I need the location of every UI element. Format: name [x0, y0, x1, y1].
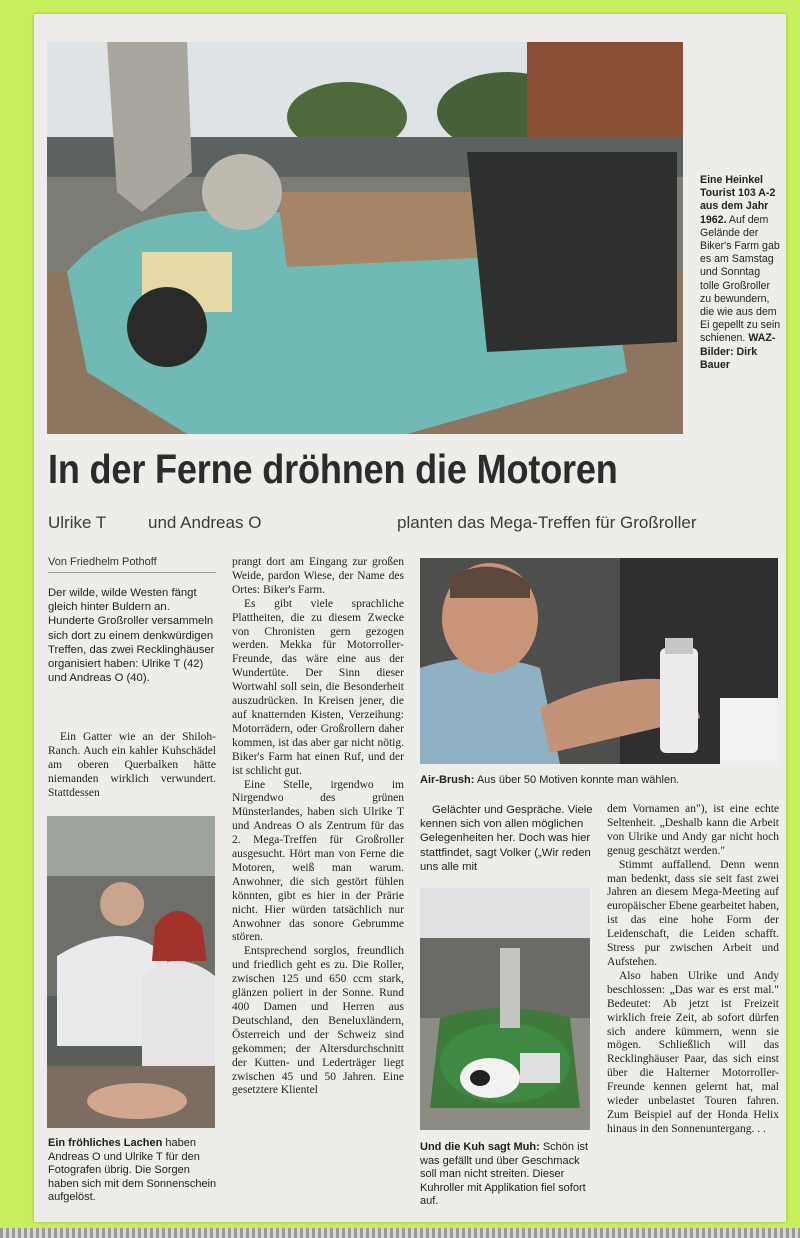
- top-photo-caption-text: Auf dem Gelände der Biker's Farm gab es am Samstag und Sonntag tolle Großroller zu bewundern, die wie aus dem Ei gepellt zu sein schienen.: [700, 213, 781, 345]
- article-column-2: [232, 556, 404, 1098]
- subhead-name-andreas: und Andreas O: [148, 513, 262, 532]
- airbrush-caption-text: Aus über 50 Motiven konnte man wählen.: [476, 774, 680, 786]
- col4-paragraph-3: Also haben Ulrike und Andy beschlossen: „Das war es erst mal." Bedeutet: Ab jetzt ist Freizeit wirklich freie Zeit, ab sofort dürfen sich andere kümmern, wenn sie mögen. Schließlich will das Recklinghäuser Paar, das sich einst über die Halterner Motorroller-Freunde kennen gelernt hat, mal wieder unbelastet Touren fahren. Zum Beispiel auf der Honda Helix hinaus in den Sonnenuntergang. . .: [607, 969, 779, 1135]
- subheadline: [48, 513, 778, 533]
- scan-edge-strip: [0, 1228, 800, 1238]
- couple-photo-caption: [48, 1137, 218, 1205]
- article-column-1: [48, 586, 216, 685]
- col4-paragraph-2: Stimmt auffallend. Denn wenn man bedenkt, dass sie seit fast zwei Jahren an diesem Mega-Meeting auf europäischer Ebene gearbeitet haben, ist das eine hohe Form der Leidenschaft, die Leiden schafft. Stress pur zwischen Arbeit und Aufstehen.: [607, 858, 779, 968]
- col2-paragraph-2: Es gibt viele sprachliche Plattheiten, die zu diesem Zwecke von Chronisten gern gezogen werden. Mekka für Motorroller-Freunde, das wäre eine aus der Wundertüte. Der Sinn dieser Wortwahl soll sein, die Besonderheit auszudrücken. In Kreisen jener, die auf knatternden Kisten, Verzeihung: Motorrädern, oder Großrollern daher kommen, ist das aber gar nicht nötig. Biker's Farm hat einen Ruf, und der ist schlicht gut.: [232, 597, 404, 777]
- col2-paragraph-3: Eine Stelle, irgendwo im Nirgendwo des grünen Münsterlandes, haben sich Ulrike T und Andreas O als Zentrum für das 2. Mega-Treffen für Großroller ausgesucht. Hört man von Ferne die Motoren, weiß man warum. Anwohner, die sich gestört fühlen könnten, gibt es hier in der Prärie nicht. Hier würden tatsächlich nur Anwohner das sonore Gebrumme stören.: [232, 778, 404, 944]
- headline: In der Ferne dröhnen die Motoren: [48, 446, 618, 492]
- article-column-3: [420, 803, 593, 874]
- col3-paragraph-1: Gelächter und Gespräche. Viele kennen sich von allen möglichen Gelegenheiten her. Doch was hier stattfindet, sagt Volker („Wir reden uns alle mit: [420, 804, 593, 873]
- airbrush-photo: [420, 558, 778, 764]
- top-photo-caption: [700, 174, 782, 372]
- airbrush-caption: [420, 774, 778, 788]
- cow-photo-caption: [420, 1141, 592, 1209]
- cow-caption-title: Und die Kuh sagt Muh:: [420, 1141, 540, 1153]
- col2-paragraph-4: Entsprechend sorglos, freundlich und friedlich geht es zu. Die Roller, zwischen 125 und 650 ccm stark, glänzen poliert in der Sonne. Rund 400 Damen und Herren aus Deutschland, den Beneluxländern, Österreich und der Schweiz sind gekommen; der Altersdurchschnitt der Kutten- und Lederträger liegt zwischen 45 und 50 Jahren. Eine gesetztere Klientel: [232, 945, 404, 1097]
- scooter-photo: [47, 42, 683, 434]
- cow-caption-text: Schön ist was gefällt und über Geschmack soll man nicht streiten. Dieser Kuhroller mit Applikation fiel sofort auf.: [420, 1141, 589, 1207]
- cow-scooter-photo: [420, 888, 590, 1130]
- couple-caption-text: haben Andreas O und Ulrike T für den Fotografen übrig. Die Sorgen haben sich mit dem Sonnenschein aufgelöst.: [48, 1137, 217, 1203]
- subhead-rest: planten das Mega-Treffen für Großroller: [397, 513, 697, 532]
- author-byline: Von Friedhelm Pothoff: [48, 556, 216, 573]
- photo-credit: WAZ-Bilder: Dirk Bauer: [700, 332, 776, 371]
- subhead-name-ulrike: Ulrike T: [48, 513, 107, 532]
- top-photo-caption-title: Eine Heinkel Tourist 103 A-2 aus dem Jahr 1962.: [700, 174, 776, 226]
- article-column-1b: [48, 731, 216, 801]
- col1-paragraph-1: Der wilde, wilde Westen fängt gleich hinter Buldern an. Hunderte Großroller versammeln sich dort zu einem denkwürdigen Treffen, das zwei Recklinghäuser organisiert haben: Ulrike T (42) und Andreas O (40).: [48, 587, 215, 685]
- article-column-4: [607, 803, 779, 1137]
- couple-photo: [47, 816, 215, 1128]
- col4-paragraph-1: dem Vornamen an"), ist eine echte Seltenheit. „Deshalb kann die Arbeit von Ulrike und Andy gar nicht hoch genug geschätzt werden.": [607, 803, 779, 857]
- couple-caption-title: Ein fröhliches Lachen: [48, 1137, 163, 1149]
- col2-paragraph-1: prangt dort am Eingang zur großen Weide, pardon Wiese, der Name des Ortes: Biker's Farm.: [232, 556, 404, 596]
- airbrush-caption-title: Air-Brush:: [420, 774, 475, 786]
- col1-paragraph-2: Ein Gatter wie an der Shiloh-Ranch. Auch ein kahler Kuhschädel am oberen Querbalken hätte niemanden wirklich verwundert. Stattdessen: [48, 731, 216, 799]
